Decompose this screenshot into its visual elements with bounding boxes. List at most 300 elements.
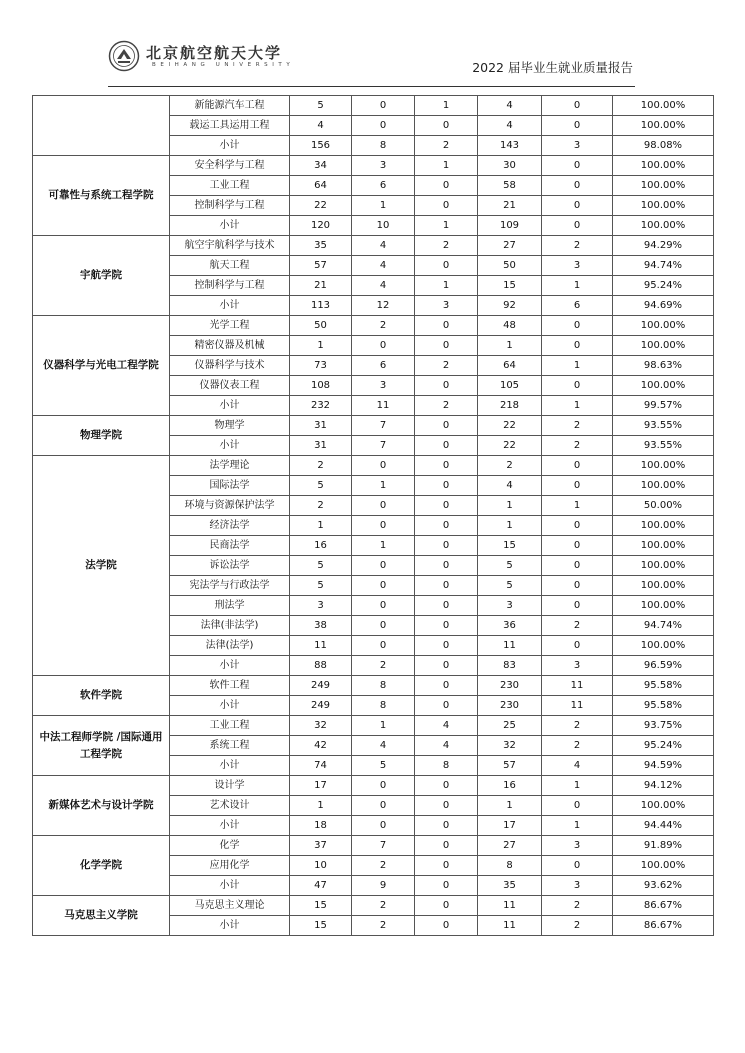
value-cell: 0 [352,456,415,476]
value-cell: 6 [352,176,415,196]
value-cell: 0 [415,516,478,536]
major-name: 小计 [170,696,290,716]
value-cell: 1 [415,216,478,236]
value-cell: 11 [542,676,613,696]
value-cell: 4 [352,236,415,256]
value-cell: 5 [290,556,352,576]
value-cell: 95.24% [613,276,714,296]
value-cell: 0 [415,616,478,636]
value-cell: 113 [290,296,352,316]
major-name: 国际法学 [170,476,290,496]
value-cell: 4 [352,276,415,296]
value-cell: 3 [542,656,613,676]
major-name: 法律(法学) [170,636,290,656]
value-cell: 4 [352,256,415,276]
value-cell: 3 [478,596,542,616]
value-cell: 6 [352,356,415,376]
value-cell: 50 [290,316,352,336]
university-name: 北京航空航天大学 [146,44,283,62]
major-name: 经济法学 [170,516,290,536]
value-cell: 0 [352,636,415,656]
value-cell: 16 [290,536,352,556]
value-cell: 2 [352,656,415,676]
value-cell: 0 [542,156,613,176]
value-cell: 8 [352,676,415,696]
value-cell: 15 [478,276,542,296]
value-cell: 88 [290,656,352,676]
page-header [108,38,635,88]
value-cell: 0 [542,376,613,396]
college-name: 马克思主义学院 [33,896,170,936]
value-cell: 92 [478,296,542,316]
value-cell: 0 [415,896,478,916]
value-cell: 42 [290,736,352,756]
value-cell: 0 [352,616,415,636]
major-name: 小计 [170,436,290,456]
value-cell: 10 [290,856,352,876]
major-name: 航天工程 [170,256,290,276]
major-name: 工业工程 [170,176,290,196]
value-cell: 0 [542,596,613,616]
major-name: 仪器科学与技术 [170,356,290,376]
value-cell: 0 [415,796,478,816]
university-logo [108,38,308,72]
value-cell: 2 [478,456,542,476]
major-name: 艺术设计 [170,796,290,816]
major-name: 控制科学与工程 [170,276,290,296]
value-cell: 4 [290,116,352,136]
value-cell: 95.58% [613,696,714,716]
value-cell: 11 [478,896,542,916]
value-cell: 17 [290,776,352,796]
value-cell: 0 [415,556,478,576]
value-cell: 1 [542,396,613,416]
value-cell: 9 [352,876,415,896]
value-cell: 48 [478,316,542,336]
value-cell: 100.00% [613,796,714,816]
major-name: 刑法学 [170,596,290,616]
major-name: 物理学 [170,416,290,436]
major-name: 小计 [170,656,290,676]
major-name: 新能源汽车工程 [170,96,290,116]
major-name: 小计 [170,876,290,896]
value-cell: 1 [542,496,613,516]
value-cell: 5 [290,96,352,116]
major-name: 诉讼法学 [170,556,290,576]
value-cell: 2 [542,616,613,636]
value-cell: 1 [352,196,415,216]
value-cell: 230 [478,696,542,716]
value-cell: 86.67% [613,916,714,936]
value-cell: 15 [290,916,352,936]
value-cell: 2 [290,496,352,516]
value-cell: 109 [478,216,542,236]
value-cell: 3 [542,256,613,276]
value-cell: 1 [542,816,613,836]
table-row [33,676,714,696]
value-cell: 0 [542,556,613,576]
value-cell: 11 [290,636,352,656]
value-cell: 230 [478,676,542,696]
value-cell: 64 [478,356,542,376]
value-cell: 0 [415,416,478,436]
table-row [33,96,714,116]
value-cell: 4 [352,736,415,756]
value-cell: 0 [542,796,613,816]
value-cell: 35 [290,236,352,256]
value-cell: 1 [542,776,613,796]
value-cell: 17 [478,816,542,836]
value-cell: 2 [352,856,415,876]
value-cell: 12 [352,296,415,316]
value-cell: 95.24% [613,736,714,756]
value-cell: 0 [415,876,478,896]
value-cell: 93.62% [613,876,714,896]
value-cell: 27 [478,836,542,856]
table-row [33,456,714,476]
value-cell: 11 [352,396,415,416]
value-cell: 100.00% [613,116,714,136]
value-cell: 8 [352,136,415,156]
value-cell: 0 [542,516,613,536]
value-cell: 100.00% [613,536,714,556]
value-cell: 0 [415,696,478,716]
value-cell: 3 [290,596,352,616]
value-cell: 0 [352,816,415,836]
value-cell: 99.57% [613,396,714,416]
value-cell: 0 [542,196,613,216]
employment-stats-table [32,95,714,936]
value-cell: 0 [352,796,415,816]
value-cell: 0 [415,636,478,656]
table-row [33,316,714,336]
value-cell: 94.29% [613,236,714,256]
major-name: 小计 [170,756,290,776]
major-name: 设计学 [170,776,290,796]
value-cell: 0 [352,516,415,536]
major-name: 小计 [170,916,290,936]
value-cell: 249 [290,676,352,696]
value-cell: 0 [542,576,613,596]
value-cell: 6 [542,296,613,316]
value-cell: 8 [415,756,478,776]
value-cell: 47 [290,876,352,896]
value-cell: 100.00% [613,516,714,536]
college-name: 可靠性与系统工程学院 [33,156,170,236]
value-cell: 1 [415,96,478,116]
value-cell: 0 [415,336,478,356]
value-cell: 50 [478,256,542,276]
value-cell: 100.00% [613,376,714,396]
value-cell: 10 [352,216,415,236]
table-row [33,836,714,856]
value-cell: 105 [478,376,542,396]
value-cell: 7 [352,416,415,436]
table-body [33,96,714,936]
value-cell: 15 [290,896,352,916]
value-cell: 37 [290,836,352,856]
value-cell: 22 [478,416,542,436]
value-cell: 31 [290,416,352,436]
value-cell: 0 [415,576,478,596]
value-cell: 74 [290,756,352,776]
value-cell: 0 [415,536,478,556]
value-cell: 0 [415,436,478,456]
value-cell: 98.63% [613,356,714,376]
value-cell: 0 [415,676,478,696]
value-cell: 25 [478,716,542,736]
value-cell: 0 [542,96,613,116]
value-cell: 50.00% [613,496,714,516]
value-cell: 36 [478,616,542,636]
value-cell: 5 [290,476,352,496]
value-cell: 0 [542,176,613,196]
value-cell: 0 [352,336,415,356]
value-cell: 73 [290,356,352,376]
value-cell: 0 [415,836,478,856]
value-cell: 100.00% [613,196,714,216]
value-cell: 30 [478,156,542,176]
value-cell: 2 [352,316,415,336]
value-cell: 3 [542,836,613,856]
value-cell: 100.00% [613,336,714,356]
value-cell: 11 [478,916,542,936]
college-name: 法学院 [33,456,170,676]
value-cell: 96.59% [613,656,714,676]
value-cell: 11 [478,636,542,656]
college-name: 新媒体艺术与设计学院 [33,776,170,836]
major-name: 马克思主义理论 [170,896,290,916]
value-cell: 0 [542,336,613,356]
value-cell: 3 [542,136,613,156]
major-name: 应用化学 [170,856,290,876]
value-cell: 7 [352,836,415,856]
value-cell: 0 [415,856,478,876]
value-cell: 2 [542,896,613,916]
value-cell: 0 [415,256,478,276]
value-cell: 2 [415,356,478,376]
value-cell: 1 [415,276,478,296]
value-cell: 0 [352,96,415,116]
header-rule [108,86,635,87]
major-name: 系统工程 [170,736,290,756]
value-cell: 0 [542,856,613,876]
value-cell: 98.08% [613,136,714,156]
value-cell: 3 [542,876,613,896]
value-cell: 31 [290,436,352,456]
value-cell: 94.74% [613,616,714,636]
value-cell: 8 [352,696,415,716]
college-name: 中法工程师学院 /国际通用工程学院 [33,716,170,776]
value-cell: 0 [415,776,478,796]
value-cell: 2 [415,136,478,156]
value-cell: 100.00% [613,856,714,876]
value-cell: 0 [415,656,478,676]
major-name: 化学 [170,836,290,856]
value-cell: 2 [542,716,613,736]
value-cell: 1 [352,476,415,496]
major-name: 安全科学与工程 [170,156,290,176]
value-cell: 64 [290,176,352,196]
value-cell: 4 [415,736,478,756]
value-cell: 0 [542,636,613,656]
value-cell: 1 [542,356,613,376]
value-cell: 5 [352,756,415,776]
value-cell: 0 [415,316,478,336]
value-cell: 1 [290,796,352,816]
value-cell: 100.00% [613,596,714,616]
value-cell: 2 [542,236,613,256]
value-cell: 1 [290,336,352,356]
value-cell: 100.00% [613,456,714,476]
college-name: 软件学院 [33,676,170,716]
value-cell: 22 [478,436,542,456]
value-cell: 34 [290,156,352,176]
value-cell: 2 [542,736,613,756]
table-row [33,716,714,736]
value-cell: 0 [415,376,478,396]
value-cell: 0 [542,116,613,136]
value-cell: 3 [415,296,478,316]
university-name-en: BEIHANG UNIVERSITY [152,62,295,68]
value-cell: 2 [542,916,613,936]
major-name: 法律(非法学) [170,616,290,636]
report-title: 2022 届毕业生就业质量报告 [472,60,633,75]
value-cell: 0 [352,576,415,596]
value-cell: 2 [352,916,415,936]
value-cell: 218 [478,396,542,416]
major-name: 小计 [170,816,290,836]
value-cell: 93.75% [613,716,714,736]
major-name: 环境与资源保护法学 [170,496,290,516]
value-cell: 57 [290,256,352,276]
value-cell: 11 [542,696,613,716]
value-cell: 0 [415,176,478,196]
major-name: 精密仪器及机械 [170,336,290,356]
value-cell: 93.55% [613,436,714,456]
major-name: 小计 [170,136,290,156]
value-cell: 156 [290,136,352,156]
value-cell: 95.58% [613,676,714,696]
major-name: 小计 [170,216,290,236]
value-cell: 143 [478,136,542,156]
value-cell: 4 [542,756,613,776]
value-cell: 94.59% [613,756,714,776]
value-cell: 94.69% [613,296,714,316]
value-cell: 0 [415,816,478,836]
value-cell: 0 [352,596,415,616]
major-name: 宪法学与行政法学 [170,576,290,596]
value-cell: 4 [478,96,542,116]
value-cell: 0 [415,456,478,476]
table-row [33,156,714,176]
value-cell: 0 [415,116,478,136]
value-cell: 1 [352,536,415,556]
value-cell: 1 [352,716,415,736]
value-cell: 15 [478,536,542,556]
value-cell: 4 [415,716,478,736]
value-cell: 2 [542,436,613,456]
value-cell: 91.89% [613,836,714,856]
value-cell: 32 [478,736,542,756]
major-name: 光学工程 [170,316,290,336]
value-cell: 93.55% [613,416,714,436]
value-cell: 100.00% [613,556,714,576]
value-cell: 0 [352,496,415,516]
major-name: 载运工具运用工程 [170,116,290,136]
value-cell: 108 [290,376,352,396]
value-cell: 0 [542,456,613,476]
value-cell: 1 [478,336,542,356]
value-cell: 57 [478,756,542,776]
value-cell: 100.00% [613,576,714,596]
value-cell: 0 [352,776,415,796]
value-cell: 4 [478,476,542,496]
value-cell: 100.00% [613,176,714,196]
college-name: 宇航学院 [33,236,170,316]
value-cell: 35 [478,876,542,896]
value-cell: 5 [290,576,352,596]
value-cell: 249 [290,696,352,716]
value-cell: 86.67% [613,896,714,916]
major-name: 民商法学 [170,536,290,556]
major-name: 小计 [170,396,290,416]
value-cell: 2 [415,396,478,416]
value-cell: 38 [290,616,352,636]
major-name: 软件工程 [170,676,290,696]
value-cell: 8 [478,856,542,876]
value-cell: 94.44% [613,816,714,836]
value-cell: 32 [290,716,352,736]
value-cell: 21 [478,196,542,216]
value-cell: 2 [290,456,352,476]
value-cell: 16 [478,776,542,796]
value-cell: 18 [290,816,352,836]
university-emblem-icon [108,40,140,72]
value-cell: 1 [478,796,542,816]
value-cell: 2 [542,416,613,436]
value-cell: 94.74% [613,256,714,276]
value-cell: 1 [478,496,542,516]
college-name: 化学学院 [33,836,170,896]
value-cell: 0 [542,476,613,496]
value-cell: 1 [415,156,478,176]
value-cell: 7 [352,436,415,456]
value-cell: 0 [415,476,478,496]
value-cell: 100.00% [613,476,714,496]
college-name [33,96,170,156]
value-cell: 100.00% [613,96,714,116]
value-cell: 83 [478,656,542,676]
value-cell: 100.00% [613,636,714,656]
value-cell: 0 [415,596,478,616]
value-cell: 0 [542,216,613,236]
major-name: 小计 [170,296,290,316]
value-cell: 4 [478,116,542,136]
major-name: 仪器仪表工程 [170,376,290,396]
value-cell: 0 [542,316,613,336]
value-cell: 1 [478,516,542,536]
college-name: 仪器科学与光电工程学院 [33,316,170,416]
major-name: 控制科学与工程 [170,196,290,216]
value-cell: 1 [542,276,613,296]
value-cell: 58 [478,176,542,196]
value-cell: 120 [290,216,352,236]
table-row [33,236,714,256]
table-row [33,416,714,436]
value-cell: 22 [290,196,352,216]
value-cell: 0 [415,916,478,936]
